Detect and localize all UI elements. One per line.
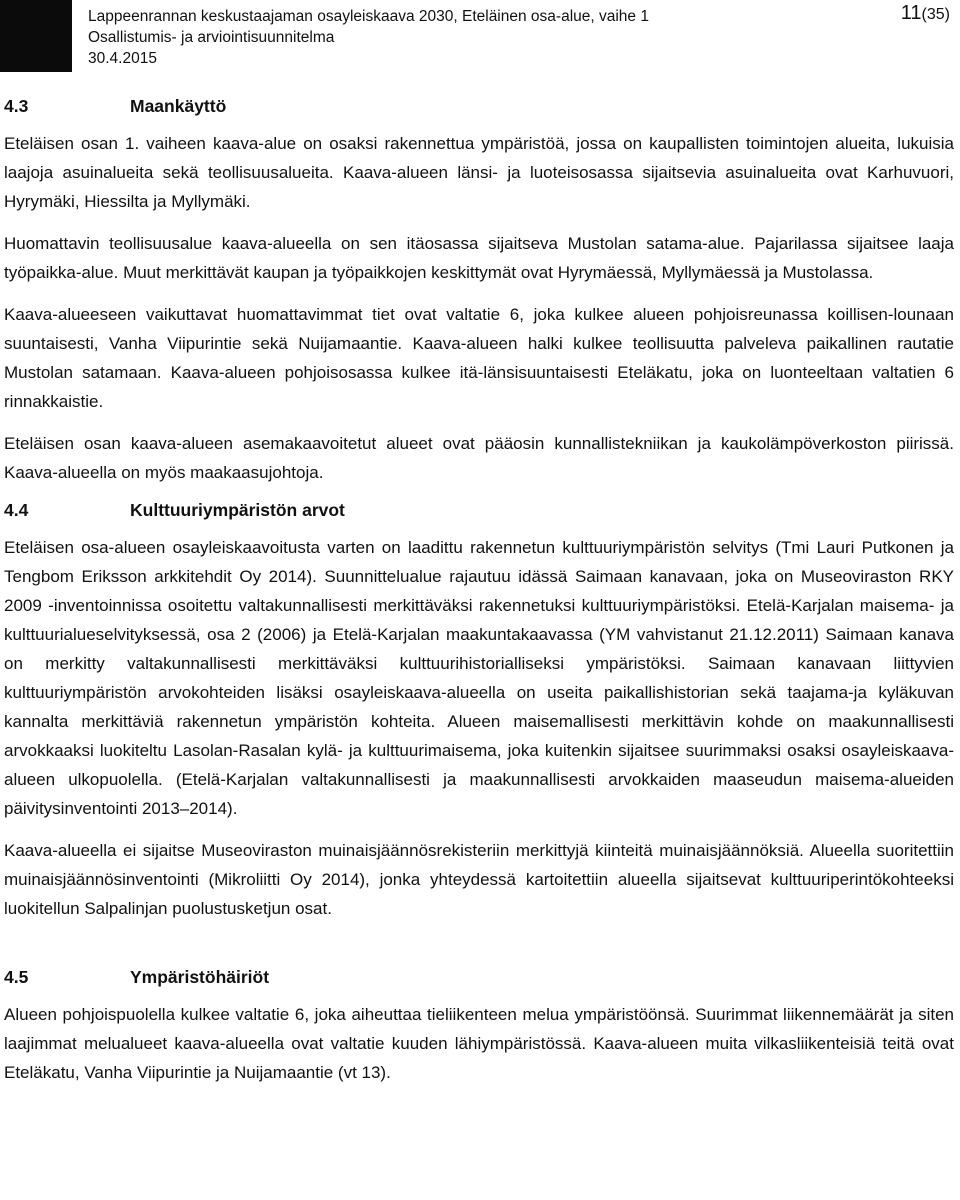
paragraph: Alueen pohjoispuolella kulkee valtatie 6, joka aiheuttaa tieliikenteen melua ympäristöönsä. Suurimmat liikennemäärät ja siten laajimmat melualueet kaava-alueella ovat valtatie kuuden lähiympäristössä. Kaava-alueen muita vilkasliikenteisiä teitä ovat Eteläkatu, Vanha Viipurintie ja Nuijamaantie (vt 13). [4,1005,954,1082]
page-number-current: 11 [900,2,922,24]
header-logo-block [0,0,72,72]
page-header [0,0,960,76]
section-title: Ympäristöhäiriöt [130,967,270,987]
section-number: 4.4 [4,500,29,520]
section-heading-maankaytto [4,96,954,117]
header-text [88,6,649,69]
header-date: 30.4.2015 [88,50,157,67]
section-title: Maankäyttö [130,96,227,116]
paragraph: Huomattavin teollisuusalue kaava-alueella on sen itäosassa sijaitseva Mustolan satama-alue. Pajarilassa sijaitsee laaja työpaikka-alue. Muut merkittävät kaupan ja työpaikkojen keskittymät ovat Hyrymäessä, Myllymäessä ja Mustolassa. [4,234,954,282]
page-number [901,2,950,25]
paragraph: Kaava-alueeseen vaikuttavat huomattavimmat tiet ovat valtatie 6, joka kulkee alueen pohjoisreunassa koillisen-lounaan suuntaisesti, Vanha Viipurintie sekä Nuijamaantie. Kaava-alueen halki kulkee teollisuutta palveleva paikallinen rautatie Mustolan satamaan. Kaava-alueen pohjoisosassa kulkee itä-länsisuuntaisesti Eteläkatu, joka on luonteeltaan valtatien 6 rinnakkaistie. [4,305,954,411]
section-number: 4.5 [4,967,29,987]
header-document-type: Osallistumis- ja arviointisuunnitelma [88,29,335,46]
section-heading-kulttuuriymparisto [4,500,954,521]
document-body [4,96,954,1087]
paragraph: Eteläisen osan 1. vaiheen kaava-alue on osaksi rakennettua ympäristöä, jossa on kaupallisten toimintojen alueita, lukuisia laajoja asuinalueita sekä teollisuusalueita. Kaava-alueen länsi- ja luoteisosassa sijaitsevia asuinalueita ovat Karhuvuori, Hyrymäki, Hiessilta ja Myllymäki. [4,134,954,211]
paragraph: Eteläisen osa-alueen osayleiskaavoitusta varten on laadittu rakennetun kulttuuriympäristön selvitys (Tmi Lauri Putkonen ja Tengbom Eriksson arkkitehdit Oy 2014). Suunnittelualue rajautuu idässä Saimaan kanavaan, joka on Museoviraston RKY 2009 -inventoinnissa osoitettu valtakunnallisesti merkittäväksi rakennetuksi kulttuuriympäristöksi. Etelä-Karjalan maisema- ja kulttuurialueselvityksessä, osa 2 (2006) ja Etelä-Karjalan maakuntakaavassa (YM vahvistanut 21.12.2011) Saimaan kanava on merkitty valtakunnallisesti merkittäväksi kulttuurihistorialliseksi ympäristöksi. Saimaan kanavaan liittyvien kulttuuriympäristön arvokohteiden lisäksi osayleiskaava-alueella on useita paikallishistorian sekä taajama-ja kyläkuvan kannalta merkittäviä rakennetun ympäristön kohteita. Alueen maisemallisesti merkittävin kohde on maakunnallisesti arvokkaaksi luokiteltu Lasolan-Rasalan kylä- ja kulttuurimaisema, joka kuitenkin sijaitsee suurimmaksi osaksi osayleiskaava-alueen ulkopuolella. (Etelä-Karjalan valtakunnallisesti ja maakunnallisesti arvokkaiden maaseudun maisema-alueiden päivitysinventointi 2013–2014). [4,538,954,818]
page-number-total: (35) [921,6,950,23]
section-title: Kulttuuriympäristön arvot [130,500,345,520]
section-heading-ymparistohairiot [4,967,954,988]
section-number: 4.3 [4,96,29,116]
header-project-title: Lappeenrannan keskustaajaman osayleiskaava 2030, Eteläinen osa-alue, vaihe 1 [88,8,649,25]
paragraph: Eteläisen osan kaava-alueen asemakaavoitetut alueet ovat pääosin kunnallistekniikan ja kaukolämpöverkoston piirissä. Kaava-alueella on myös maakaasujohtoja. [4,434,954,482]
paragraph: Kaava-alueella ei sijaitse Museoviraston muinaisjäännösrekisteriin merkittyjä kiinteitä muinaisjäännöksiä. Alueella suoritettiin muinaisjäännösinventointi (Mikroliitti Oy 2014), jonka yhteydessä kartoitettiin alueella sijaitsevat kulttuuriperintökohteeksi luokitellun Salpalinjan puolustusketjun osat. [4,841,954,918]
